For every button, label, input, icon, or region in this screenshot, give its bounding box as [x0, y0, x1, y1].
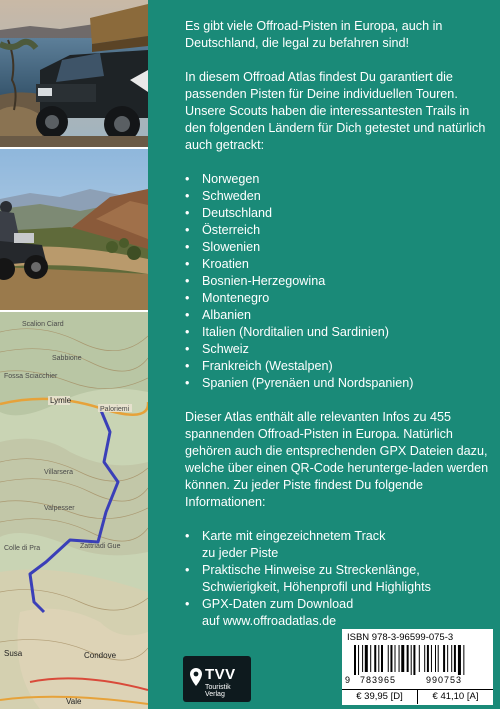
- barcode-bar: [438, 645, 439, 672]
- paragraph-atlas-info: Dieser Atlas enthält alle relevanten Infos zu 455 spannenden Offroad-Pisten in Europa. Natürlich gehören auch die entsprechenden GPX Dateien dazu, welche über einen QR-Code herunterge-laden werden können. Zu jeder Piste findest Du folgende Informationen:: [185, 410, 489, 509]
- barcode-bar: [381, 645, 383, 672]
- country-name: Spanien (Pyrenäen und Nordspanien): [202, 376, 414, 390]
- map-label: Sabbione: [52, 355, 82, 362]
- photo-offroad-vehicle-lake: [0, 0, 148, 147]
- feature-line: Karte mit eingezeichnetem Track: [202, 529, 386, 543]
- map-label: Zattriadi Gue: [80, 543, 121, 550]
- publisher-logo: [183, 656, 251, 702]
- barcode-bar: [378, 645, 379, 672]
- bullet-icon: •: [185, 359, 190, 373]
- barcode-bar: [431, 645, 432, 672]
- barcode-bar: [424, 645, 425, 672]
- map-label: Susa: [4, 649, 23, 658]
- barcode-bar: [388, 645, 389, 672]
- map-label: Condove: [84, 651, 117, 660]
- country-name: Norwegen: [202, 172, 260, 186]
- map-label: Colle di Pra: [4, 545, 41, 552]
- photo-motorcycle-mountains: [0, 149, 148, 310]
- barcode-bar: [458, 645, 461, 675]
- bullet-icon: •: [185, 274, 190, 288]
- barcode-bar: [401, 645, 404, 672]
- country-item: [185, 171, 491, 188]
- intro-text: Es gibt viele Offroad-Pisten in Europa, auch in Deutschland, die legal zu befahren sind!: [185, 19, 443, 50]
- feature-item: [185, 528, 491, 562]
- country-name: Schweden: [202, 189, 261, 203]
- bullet-icon: •: [185, 308, 190, 322]
- price-austria: € 41,10 [A]: [432, 691, 479, 702]
- map-label: Paloriemi: [100, 406, 130, 413]
- barcode: [354, 645, 482, 675]
- barcode-bar: [395, 645, 396, 672]
- feature-line: auf www.offroadatlas.de: [202, 614, 337, 628]
- feature-line: Schwierigkeit, Höhenprofil und Highlights: [202, 580, 431, 594]
- barcode-bar: [413, 645, 415, 675]
- bullet-icon: •: [185, 257, 190, 271]
- paragraph-countries-intro: In diesem Offroad Atlas findest Du garantiert die passenden Pisten für Deine individuellen Touren. Unsere Scouts haben die interessantesten Trails in den folgenden Ländern für Dich getestet und natürlich auch getrackt:: [185, 70, 486, 152]
- price-row: [342, 689, 493, 704]
- country-name: Deutschland: [202, 206, 273, 220]
- country-name: Slowenien: [202, 240, 261, 254]
- country-item: [185, 375, 491, 392]
- country-name: Bosnien-Herzegowina: [202, 274, 326, 288]
- bullet-icon: •: [185, 529, 190, 543]
- country-item: [185, 239, 491, 256]
- bullet-icon: •: [185, 325, 190, 339]
- isbn-number: ISBN 978-3-96599-075-3: [347, 632, 454, 643]
- barcode-bar: [454, 645, 456, 672]
- bullet-icon: •: [185, 240, 190, 254]
- publisher-subtitle: Touristik Verlag: [205, 684, 231, 698]
- text-panel: [148, 0, 500, 709]
- country-item: [185, 358, 491, 375]
- country-item: [185, 256, 491, 273]
- country-item: [185, 205, 491, 222]
- map-label: Villarsera: [44, 469, 74, 476]
- barcode-bar: [399, 645, 400, 672]
- barcode-bar: [358, 645, 359, 675]
- map-label: Valpesser: [44, 505, 75, 512]
- country-name: Italien (Norditalien und Sardinien): [202, 325, 389, 339]
- barcode-bar: [419, 645, 420, 672]
- country-name: Österreich: [202, 223, 261, 237]
- barcode-lead-digit: 9: [345, 675, 351, 685]
- barcode-bar: [354, 645, 356, 675]
- bullet-icon: •: [185, 172, 190, 186]
- country-item: [185, 222, 491, 239]
- bullet-icon: •: [185, 563, 190, 577]
- feature-item: [185, 596, 491, 630]
- feature-line: zu jeder Piste: [202, 546, 279, 560]
- barcode-bar: [365, 645, 368, 672]
- bullet-icon: •: [185, 291, 190, 305]
- publisher-brand: TVV: [205, 666, 236, 683]
- barcode-box: [342, 629, 493, 705]
- barcode-bar: [374, 645, 376, 672]
- location-pin-icon: [190, 668, 202, 686]
- barcode-bar: [427, 645, 429, 672]
- barcode-bar: [443, 645, 445, 672]
- bullet-icon: •: [185, 189, 190, 203]
- country-name: Schweiz: [202, 342, 249, 356]
- barcode-bar: [390, 645, 392, 672]
- country-item: [185, 324, 491, 341]
- map-label: Fossa Sciacchier: [4, 373, 58, 380]
- barcode-bar: [463, 645, 464, 675]
- feature-line: GPX-Daten zum Download: [202, 597, 354, 611]
- photo-strip: [0, 0, 148, 709]
- bullet-icon: •: [185, 206, 190, 220]
- barcode-bar: [407, 645, 409, 672]
- map-label: Vale: [66, 697, 82, 706]
- topographic-map: [0, 312, 148, 709]
- country-item: [185, 290, 491, 307]
- country-list: [185, 171, 491, 392]
- country-item: [185, 341, 491, 358]
- bullet-icon: •: [185, 223, 190, 237]
- feature-line: Praktische Hinweise zu Streckenlänge,: [202, 563, 420, 577]
- country-item: [185, 307, 491, 324]
- barcode-bar: [411, 645, 412, 675]
- barcode-bar: [370, 645, 371, 672]
- country-name: Albanien: [202, 308, 252, 322]
- description: [185, 18, 491, 647]
- barcode-digits-right: 990753: [426, 675, 463, 685]
- country-item: [185, 273, 491, 290]
- country-item: [185, 188, 491, 205]
- feature-item: [185, 562, 491, 596]
- barcode-bar: [435, 645, 436, 672]
- barcode-bar: [447, 645, 448, 672]
- barcode-bar: [362, 645, 363, 672]
- barcode-bar: [451, 645, 452, 672]
- bullet-icon: •: [185, 342, 190, 356]
- bullet-icon: •: [185, 597, 190, 611]
- bullet-icon: •: [185, 376, 190, 390]
- map-label: Scalion Ciard: [22, 321, 64, 328]
- price-germany: € 39,95 [D]: [342, 690, 418, 704]
- country-name: Frankreich (Westalpen): [202, 359, 333, 373]
- country-name: Kroatien: [202, 257, 249, 271]
- feature-list: [185, 528, 491, 630]
- barcode-digits-left: 783965: [360, 675, 397, 685]
- map-label: Lymle: [50, 396, 72, 405]
- country-name: Montenegro: [202, 291, 270, 305]
